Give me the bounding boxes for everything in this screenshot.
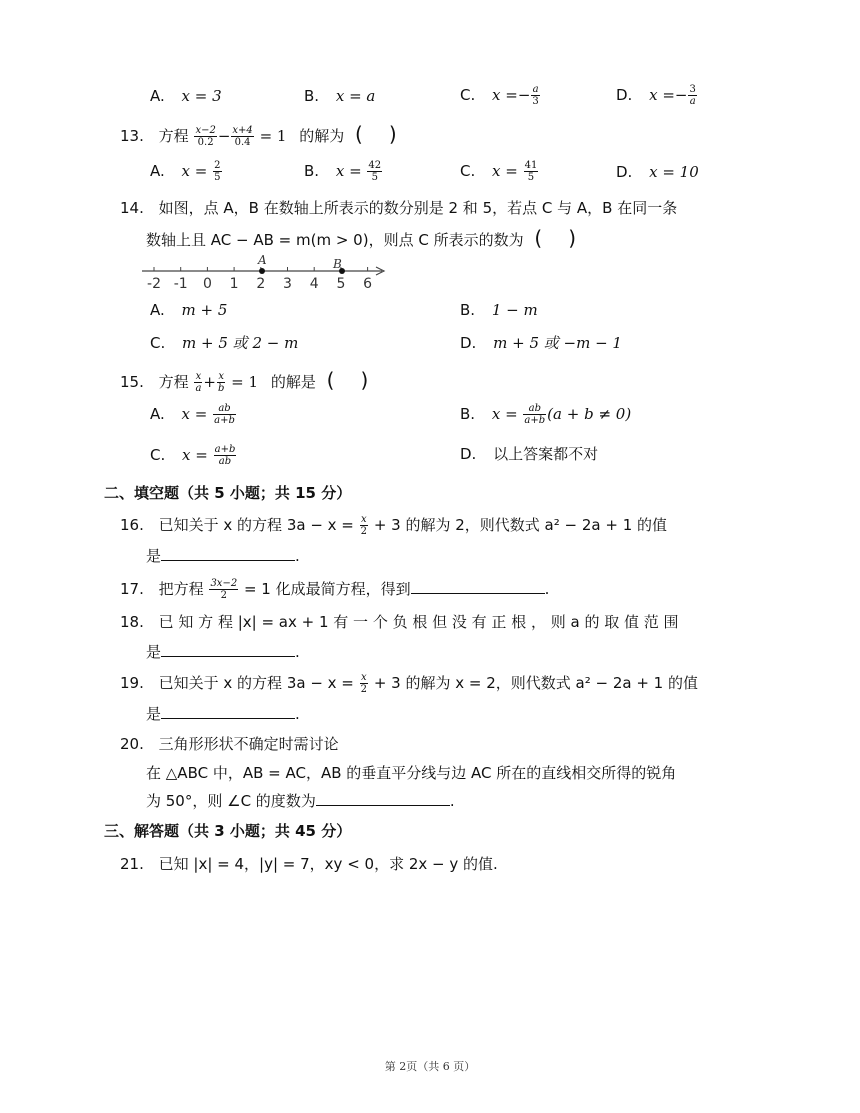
- option-condition: (a + b ≠ 0): [547, 405, 632, 423]
- axis-tick-label: -1: [173, 276, 188, 292]
- fraction: [213, 403, 236, 426]
- question-18-line2: [146, 642, 300, 662]
- option-text: 以上答案都不对: [493, 445, 599, 463]
- option-text: x =−: [492, 86, 531, 104]
- question-14-line1: [120, 198, 677, 218]
- frac-num: a: [532, 84, 539, 95]
- frac-num: ab: [213, 403, 236, 415]
- period: .: [295, 705, 300, 723]
- option-text: x =: [492, 162, 518, 180]
- option-label: B.: [304, 87, 320, 105]
- stem-text: 是: [146, 547, 162, 565]
- frac-den: 5: [214, 172, 221, 183]
- frac-den: 2: [360, 526, 368, 537]
- option-label: A.: [150, 162, 165, 180]
- option-text: x = a: [335, 87, 376, 105]
- question-number: 18.: [120, 613, 144, 631]
- option-text: 1 − m: [491, 301, 538, 319]
- axis-tick-label: 1: [229, 276, 239, 292]
- axis-tick-label: 5: [336, 276, 346, 292]
- frac-den: 5: [371, 172, 378, 183]
- stem-text: 把方程: [158, 580, 204, 598]
- stem-text: 是: [146, 705, 162, 723]
- stem-text: 已知关于 x 的方程 3a − x =: [158, 516, 354, 534]
- axis-tick-label: -2: [147, 276, 161, 292]
- frac-den: 5: [527, 172, 535, 183]
- frac-num: x−2: [195, 125, 216, 136]
- fraction: [360, 672, 368, 695]
- stem-text: 是: [146, 643, 162, 661]
- fraction: [531, 84, 539, 107]
- option-label: A.: [150, 405, 165, 423]
- q15-option-c: [150, 444, 237, 467]
- axis-tick-label: 0: [202, 276, 212, 292]
- option-label: A.: [150, 301, 165, 319]
- frac-den: 0.4: [234, 137, 251, 148]
- answer-blank[interactable]: [161, 546, 295, 561]
- axis-tick-label: 4: [309, 276, 319, 292]
- option-text: x = 3: [181, 87, 222, 105]
- stem-text: + 3 的解为 2，则代数式 a² − 2a + 1 的值: [373, 516, 668, 534]
- option-label: C.: [460, 162, 476, 180]
- section-title-solve: 三、解答题（共 3 小题；共 45 分）: [104, 822, 352, 840]
- frac-den: a: [689, 96, 696, 107]
- option-text: x = 10: [649, 163, 699, 181]
- question-19-line1: [120, 672, 698, 695]
- q12-option-c: [460, 84, 541, 107]
- option-text: m + 5: [181, 301, 228, 319]
- option-label: B.: [304, 162, 320, 180]
- q15-option-b: [460, 403, 631, 426]
- option-text: x =−: [649, 86, 688, 104]
- frac-den: a: [195, 383, 202, 394]
- option-text: x =: [335, 162, 362, 180]
- option-label: A.: [150, 87, 165, 105]
- frac-num: 42: [368, 160, 382, 171]
- option-text: m + 5 或 2 − m: [182, 334, 299, 352]
- fraction: [523, 403, 546, 426]
- fraction: [231, 125, 253, 148]
- stem-text: 三角形形状不确定时需讨论: [158, 735, 339, 753]
- question-16-line1: [120, 514, 667, 537]
- fraction: [217, 371, 225, 394]
- stem-text: = 1 化成最简方程，得到: [243, 580, 411, 598]
- fraction: [214, 444, 237, 467]
- question-number: 20.: [120, 735, 144, 753]
- question-number: 14.: [120, 199, 144, 217]
- q13-option-c: [460, 160, 539, 183]
- stem-text: 的解为: [299, 127, 345, 145]
- stem-text: 在 △ABC 中，AB = AC，AB 的垂直平分线与边 AC 所在的直线相交所得的锐角: [146, 764, 677, 782]
- question-15-stem: [120, 370, 368, 394]
- frac-den: a+b: [524, 415, 546, 426]
- q14-option-c: [150, 333, 298, 353]
- frac-den: a+b: [214, 415, 235, 426]
- answer-blank[interactable]: [316, 791, 450, 806]
- answer-blank[interactable]: [161, 642, 295, 657]
- frac-den: b: [217, 383, 225, 394]
- answer-paren-open: (: [326, 368, 335, 392]
- option-label: D.: [460, 334, 477, 352]
- point-a-label: A: [258, 254, 267, 267]
- frac-num: 2: [214, 160, 221, 171]
- question-number: 21.: [120, 855, 144, 873]
- operator: −: [217, 127, 231, 145]
- frac-num: x+4: [232, 125, 253, 136]
- page-footer: 第 2页（共 6 页）: [384, 1060, 476, 1073]
- frac-num: x: [195, 371, 202, 382]
- q15-option-d: [460, 444, 598, 464]
- option-text: x =: [181, 405, 208, 423]
- frac-den: 3: [532, 96, 539, 107]
- axis-tick-label: 2: [256, 276, 266, 292]
- option-text: x =: [182, 446, 208, 464]
- q15-option-a: [150, 403, 237, 426]
- answer-blank[interactable]: [411, 579, 545, 594]
- option-label: D.: [460, 445, 477, 463]
- stem-text: 已知 |x| = 4，|y| = 7，xy < 0，求 2x − y 的值.: [158, 855, 498, 873]
- option-text: x =: [181, 162, 208, 180]
- answer-paren-close: ): [568, 226, 576, 250]
- option-label: C.: [460, 86, 476, 104]
- fraction: [194, 125, 216, 148]
- axis-tick-label: 6: [363, 276, 373, 292]
- question-number: 15.: [120, 373, 144, 391]
- stem-text: 的解是: [270, 373, 316, 391]
- option-label: C.: [150, 446, 166, 464]
- frac-num: x: [361, 514, 367, 525]
- frac-den: 2: [360, 684, 368, 695]
- frac-num: x: [361, 672, 367, 683]
- fraction: [209, 578, 238, 601]
- answer-paren-close: ): [388, 122, 397, 146]
- option-text: m + 5 或 −m − 1: [493, 334, 622, 352]
- question-number: 19.: [120, 674, 144, 692]
- q13-option-a: [150, 160, 223, 183]
- stem-text: 已知关于 x 的方程 3a − x =: [158, 674, 354, 692]
- frac-num: 41: [524, 160, 538, 171]
- question-number: 16.: [120, 516, 144, 534]
- option-text: x =: [491, 405, 518, 423]
- equation-rhs: = 1: [231, 373, 259, 391]
- frac-num: ab: [523, 403, 546, 415]
- fraction: [688, 84, 696, 107]
- point-b-label: B: [333, 257, 342, 271]
- answer-paren-open: (: [534, 226, 543, 250]
- option-label: B.: [460, 301, 476, 319]
- q12-option-b: [304, 86, 375, 106]
- stem-text: 方程: [158, 373, 189, 391]
- question-20-line1: [146, 763, 676, 783]
- section-title-fill-blank: 二、填空题（共 5 小题；共 15 分）: [104, 484, 352, 502]
- stem-text: + 3 的解为 x = 2，则代数式 a² − 2a + 1 的值: [373, 674, 698, 692]
- fraction: [524, 160, 539, 183]
- q14-option-d: [460, 333, 622, 353]
- answer-blank[interactable]: [161, 704, 295, 719]
- number-line-figure: [140, 254, 390, 294]
- question-13-stem: [120, 124, 397, 148]
- option-label: D.: [616, 163, 633, 181]
- q13-option-d: [616, 162, 699, 182]
- q14-option-b: [460, 300, 538, 320]
- option-label: D.: [616, 86, 633, 104]
- fraction: [367, 160, 382, 183]
- stem-text: 数轴上且 AC − AB = m(m > 0)，则点 C 所表示的数为: [146, 231, 524, 249]
- frac-num: x: [218, 371, 224, 382]
- period: .: [544, 580, 550, 598]
- stem-text: 已 知 方 程 |x| = ax + 1 有 一 个 负 根 但 没 有 正 根 ， 则 a 的 取 值 范 围: [158, 613, 679, 631]
- question-21: [120, 854, 498, 874]
- question-19-line2: [146, 704, 300, 724]
- period: .: [449, 792, 455, 810]
- stem-text: 如图，点 A，B 在数轴上所表示的数分别是 2 和 5，若点 C 与 A，B 在同一条: [158, 199, 678, 217]
- question-16-line2: [146, 546, 300, 566]
- operator: +: [203, 373, 216, 391]
- stem-text: 方程: [158, 127, 189, 145]
- option-label: C.: [150, 334, 166, 352]
- question-17: [120, 578, 549, 601]
- option-label: B.: [460, 405, 476, 423]
- answer-paren-close: ): [360, 368, 369, 392]
- frac-num: a+b: [214, 444, 236, 455]
- fraction: [194, 371, 202, 394]
- question-20-title: [120, 734, 339, 754]
- fraction: [213, 160, 221, 183]
- q12-option-a: [150, 86, 222, 106]
- answer-paren-open: (: [355, 122, 363, 146]
- question-20-line2: [146, 791, 455, 811]
- question-number: 17.: [120, 580, 144, 598]
- frac-num: 3: [689, 84, 696, 95]
- point-a-dot: [259, 268, 265, 274]
- frac-num: 3x−2: [210, 578, 238, 589]
- frac-den: 0.2: [197, 137, 214, 148]
- frac-den: ab: [218, 456, 232, 467]
- stem-text: 为 50°，则 ∠C 的度数为: [146, 792, 316, 810]
- q14-option-a: [150, 300, 227, 320]
- fraction: [360, 514, 368, 537]
- question-18-line1: [120, 612, 679, 632]
- period: .: [295, 643, 300, 661]
- question-14-line2: [146, 228, 576, 250]
- q12-option-d: [616, 84, 698, 107]
- question-number: 13.: [120, 127, 144, 145]
- equation-rhs: = 1: [259, 127, 287, 145]
- frac-den: 2: [220, 590, 227, 601]
- q13-option-b: [304, 160, 383, 183]
- axis-tick-label: 3: [283, 276, 292, 292]
- period: .: [295, 547, 300, 565]
